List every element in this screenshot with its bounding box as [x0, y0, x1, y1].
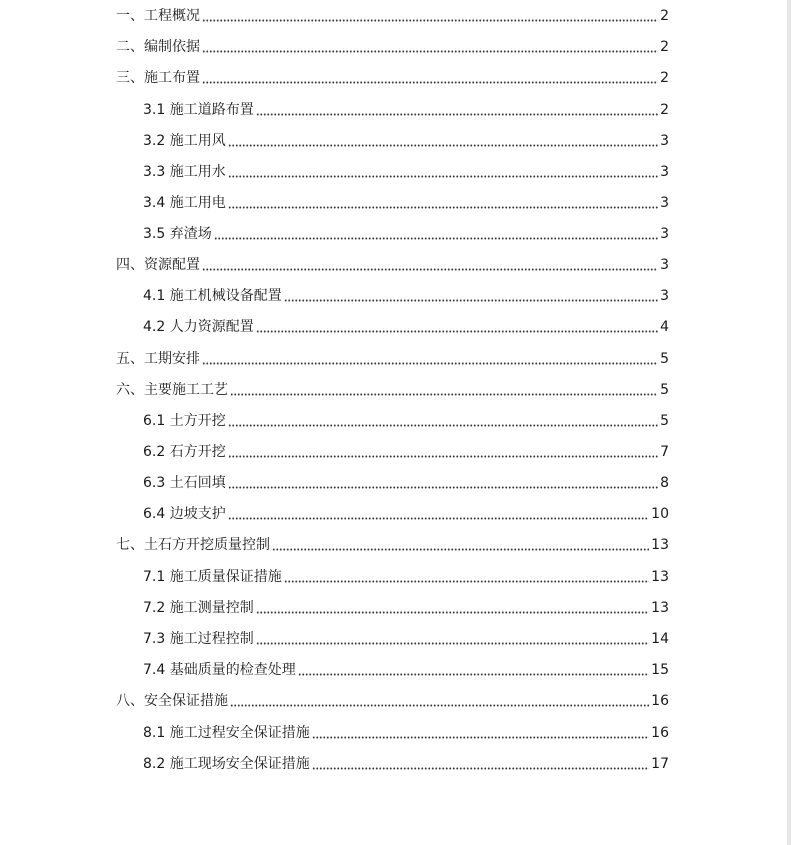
toc-entry-text: 7.4 基础质量的检查处理: [143, 662, 296, 678]
toc-entry-7-3[interactable]: [143, 629, 669, 649]
toc-page-number: 2: [660, 70, 669, 86]
toc-page-number: 14: [651, 631, 669, 647]
toc-entry-text: 3.5 弃渣场: [143, 226, 212, 242]
toc-entry-text: 3.3 施工用水: [143, 164, 226, 180]
toc-entry-text: 6.3 土石回填: [143, 475, 226, 491]
toc-entry-8-2[interactable]: [143, 754, 669, 774]
toc-leader-dots: [312, 723, 649, 743]
toc-page-number: 16: [651, 725, 669, 741]
toc-entry-7-1[interactable]: [143, 567, 669, 587]
toc-leader-dots: [284, 567, 649, 587]
toc-page-number: 4: [660, 319, 669, 335]
toc-entry-text: 8.2 施工现场安全保证措施: [143, 756, 310, 772]
toc-page-number: 3: [660, 133, 669, 149]
toc-leader-dots: [230, 380, 658, 400]
toc-leader-dots: [256, 629, 649, 649]
toc-page-number: 13: [651, 600, 669, 616]
toc-entry-5[interactable]: [116, 349, 669, 369]
toc-entry-3-5[interactable]: [143, 224, 669, 244]
toc-page-number: 15: [651, 662, 669, 678]
toc-entry-6-3[interactable]: [143, 473, 669, 493]
toc-entry-text: 7.3 施工过程控制: [143, 631, 254, 647]
toc-entry-2[interactable]: [116, 37, 669, 57]
toc-leader-dots: [202, 349, 658, 369]
toc-page-number: 13: [651, 537, 669, 553]
toc-leader-dots: [228, 442, 658, 462]
toc-leader-dots: [228, 504, 649, 524]
toc-leader-dots: [228, 411, 658, 431]
toc-entry-4-2[interactable]: [143, 317, 669, 337]
toc-page-number: 10: [651, 506, 669, 522]
toc-page-number: 5: [660, 351, 669, 367]
toc-entry-text: 4.2 人力资源配置: [143, 319, 254, 335]
toc-entry-4-1[interactable]: [143, 286, 669, 306]
toc-entry-text: 一、工程概况: [116, 8, 200, 24]
page-edge: [787, 0, 791, 845]
toc-entry-text: 8.1 施工过程安全保证措施: [143, 725, 310, 741]
toc-entry-3[interactable]: [116, 68, 669, 88]
toc-entry-text: 3.1 施工道路布置: [143, 102, 254, 118]
toc-leader-dots: [228, 131, 658, 151]
toc-entry-text: 五、工期安排: [116, 351, 200, 367]
toc-entry-text: 六、主要施工工艺: [116, 382, 228, 398]
toc-page-number: 2: [660, 39, 669, 55]
toc-page-number: 17: [651, 756, 669, 772]
toc-leader-dots: [312, 754, 649, 774]
toc-page-number: 5: [660, 382, 669, 398]
toc-entry-6-4[interactable]: [143, 504, 669, 524]
toc-entry-text: 七、土石方开挖质量控制: [116, 537, 270, 553]
toc-leader-dots: [256, 317, 658, 337]
toc-entry-3-2[interactable]: [143, 131, 669, 151]
toc-leader-dots: [256, 100, 658, 120]
toc-entry-text: 4.1 施工机械设备配置: [143, 288, 282, 304]
toc-page-number: 3: [660, 257, 669, 273]
toc-entry-7-4[interactable]: [143, 660, 669, 680]
toc-entry-text: 二、编制依据: [116, 39, 200, 55]
toc-leader-dots: [202, 6, 658, 26]
toc-leader-dots: [228, 473, 658, 493]
toc-page-number: 5: [660, 413, 669, 429]
toc-leader-dots: [214, 224, 658, 244]
toc-entry-8[interactable]: [116, 691, 669, 711]
toc-entry-text: 7.2 施工测量控制: [143, 600, 254, 616]
toc-page-number: 3: [660, 164, 669, 180]
toc-entry-text: 八、安全保证措施: [116, 693, 228, 709]
toc-entry-6[interactable]: [116, 380, 669, 400]
toc-page-number: 16: [651, 693, 669, 709]
toc-leader-dots: [202, 37, 658, 57]
toc-entry-text: 6.2 石方开挖: [143, 444, 226, 460]
toc-entry-text: 三、施工布置: [116, 70, 200, 86]
toc-entry-7-2[interactable]: [143, 598, 669, 618]
toc-page-number: 3: [660, 288, 669, 304]
toc-page-number: 2: [660, 102, 669, 118]
toc-entry-text: 3.2 施工用风: [143, 133, 226, 149]
toc-page-number: 2: [660, 8, 669, 24]
toc-leader-dots: [228, 193, 658, 213]
toc-leader-dots: [228, 162, 658, 182]
toc-page-number: 3: [660, 226, 669, 242]
toc-entry-text: 四、资源配置: [116, 257, 200, 273]
toc-entry-text: 7.1 施工质量保证措施: [143, 569, 282, 585]
toc-entry-6-1[interactable]: [143, 411, 669, 431]
toc-leader-dots: [202, 68, 658, 88]
toc-leader-dots: [272, 535, 649, 555]
toc-page-number: 13: [651, 569, 669, 585]
toc-entry-8-1[interactable]: [143, 723, 669, 743]
toc-entry-3-4[interactable]: [143, 193, 669, 213]
toc-leader-dots: [202, 255, 658, 275]
toc-entry-7[interactable]: [116, 535, 669, 555]
toc-entry-4[interactable]: [116, 255, 669, 275]
toc-entry-text: 6.4 边坡支护: [143, 506, 226, 522]
toc-page-number: 8: [660, 475, 669, 491]
toc-entry-text: 3.4 施工用电: [143, 195, 226, 211]
toc-entry-3-3[interactable]: [143, 162, 669, 182]
toc-leader-dots: [256, 598, 649, 618]
toc-leader-dots: [284, 286, 658, 306]
toc-entry-1[interactable]: [116, 6, 669, 26]
toc-page-number: 7: [660, 444, 669, 460]
toc-page-number: 3: [660, 195, 669, 211]
toc-entry-3-1[interactable]: [143, 100, 669, 120]
toc-entry-text: 6.1 土方开挖: [143, 413, 226, 429]
toc-leader-dots: [298, 660, 649, 680]
toc-entry-6-2[interactable]: [143, 442, 669, 462]
toc-leader-dots: [230, 691, 649, 711]
